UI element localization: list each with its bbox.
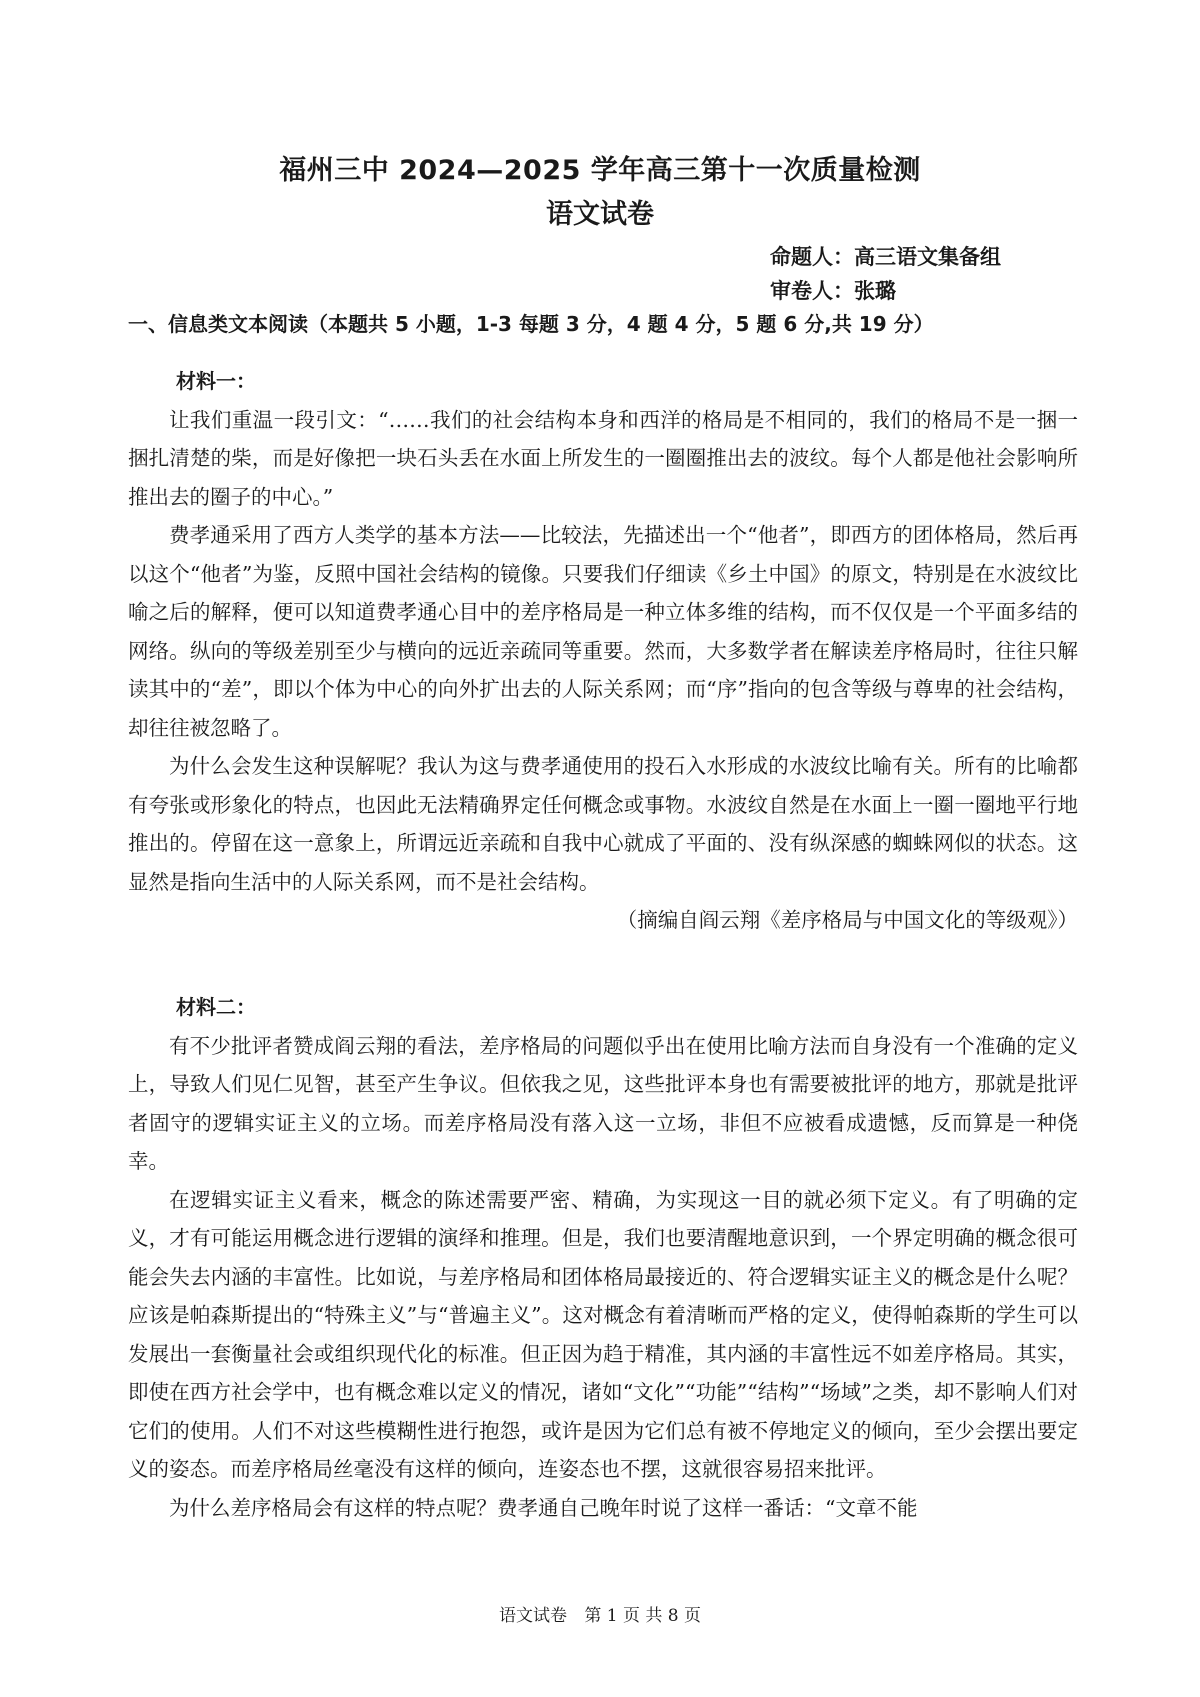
setter-line: 命题人：高三语文集备组: [770, 245, 1001, 269]
reviewer-line: 审卷人：张璐: [770, 279, 896, 303]
paragraph: 有不少批评者赞成阎云翔的看法，差序格局的问题似乎出在使用比喻方法而自身没有一个准确的定义上，导致人们见仁见智，甚至产生争议。但依我之见，这些批评本身也有需要被批评的地方，那就是批评者固守的逻辑实证主义的立场。而差序格局没有落入这一立场，非但不应被看成遗憾，反而算是一种侥幸。: [128, 1033, 1078, 1173]
material-one: [128, 362, 1078, 940]
material-two-label: 材料二：: [176, 995, 256, 1019]
paragraph: 为什么差序格局会有这样的特点呢？费孝通自己晚年时说了这样一番话：“文章不能: [169, 1495, 918, 1520]
page-footer: [0, 1604, 1200, 1628]
section-heading: 一、信息类文本阅读（本题共 5 小题，1-3 每题 3 分，4 题 4 分，5 题 6 分,共 19 分）: [128, 312, 934, 336]
footer-subject: 语文试卷: [498, 1606, 567, 1626]
paragraph: 费孝通采用了西方人类学的基本方法——比较法，先描述出一个“他者”，即西方的团体格局，然后再以这个“他者”为鉴，反照中国社会结构的镜像。只要我们仔细读《乡土中国》的原文，特别是在水波纹比喻之后的解释，便可以知道费孝通心目中的差序格局是一种立体多维的结构，而不仅仅是一个平面多结的网络。纵向的等级差别至少与横向的远近亲疏同等重要。然而，大多数学者在解读差序格局时，往往只解读其中的“差”，即以个体为中心的向外扩出去的人际关系网；而“序”指向的包含等级与尊卑的社会结构，却往往被忽略了。: [128, 523, 1078, 740]
credits: [770, 240, 1001, 308]
exam-subtitle: 语文试卷: [546, 199, 654, 230]
paragraph: 在逻辑实证主义看来，概念的陈述需要严密、精确，为实现这一目的就必须下定义。有了明确的定义，才有可能运用概念进行逻辑的演绎和推理。但是，我们也要清醒地意识到，一个界定明确的概念很可能会失去内涵的丰富性。比如说，与差序格局和团体格局最接近的、符合逻辑实证主义的概念是什么呢？应该是帕森斯提出的“特殊主义”与“普遍主义”。这对概念有着清晰而严格的定义，使得帕森斯的学生可以发展出一套衡量社会或组织现代化的标准。但正因为趋于精准，其内涵的丰富性远不如差序格局。其实，即使在西方社会学中，也有概念难以定义的情况，诸如“文化”“功能”“结构”“场域”之类，却不影响人们对它们的使用。人们不对这些模糊性进行抱怨，或许是因为它们总有被不停地定义的倾向，至少会摆出要定义的姿态。而差序格局丝毫没有这样的倾向，连姿态也不摆，这就很容易招来批评。: [128, 1187, 1078, 1481]
material-one-label: 材料一：: [176, 369, 256, 393]
paragraph: 为什么会发生这种误解呢？我认为这与费孝通使用的投石入水形成的水波纹比喻有关。所有的比喻都有夸张或形象化的特点，也因此无法精确界定任何概念或事物。水波纹自然是在水面上一圈一圈地平行地推出的。停留在这一意象上，所谓远近亲疏和自我中心就成了平面的、没有纵深感的蜘蛛网似的状态。这显然是指向生活中的人际关系网，而不是社会结构。: [128, 754, 1078, 894]
footer-page-number: 第 1 页 共 8 页: [584, 1606, 702, 1626]
exam-title: 福州三中 2024—2025 学年高三第十一次质量检测: [279, 155, 921, 186]
material-two: [128, 988, 1078, 1527]
paragraph: 让我们重温一段引文：“……我们的社会结构本身和西洋的格局是不相同的，我们的格局不是一捆一捆扎清楚的柴，而是好像把一块石头丢在水面上所发生的一圈圈推出去的波纹。每个人都是他社会影响所推出去的圈子的中心。”: [128, 407, 1078, 509]
material-one-source: （摘编自阎云翔《差序格局与中国文化的等级观》）: [616, 908, 1078, 932]
